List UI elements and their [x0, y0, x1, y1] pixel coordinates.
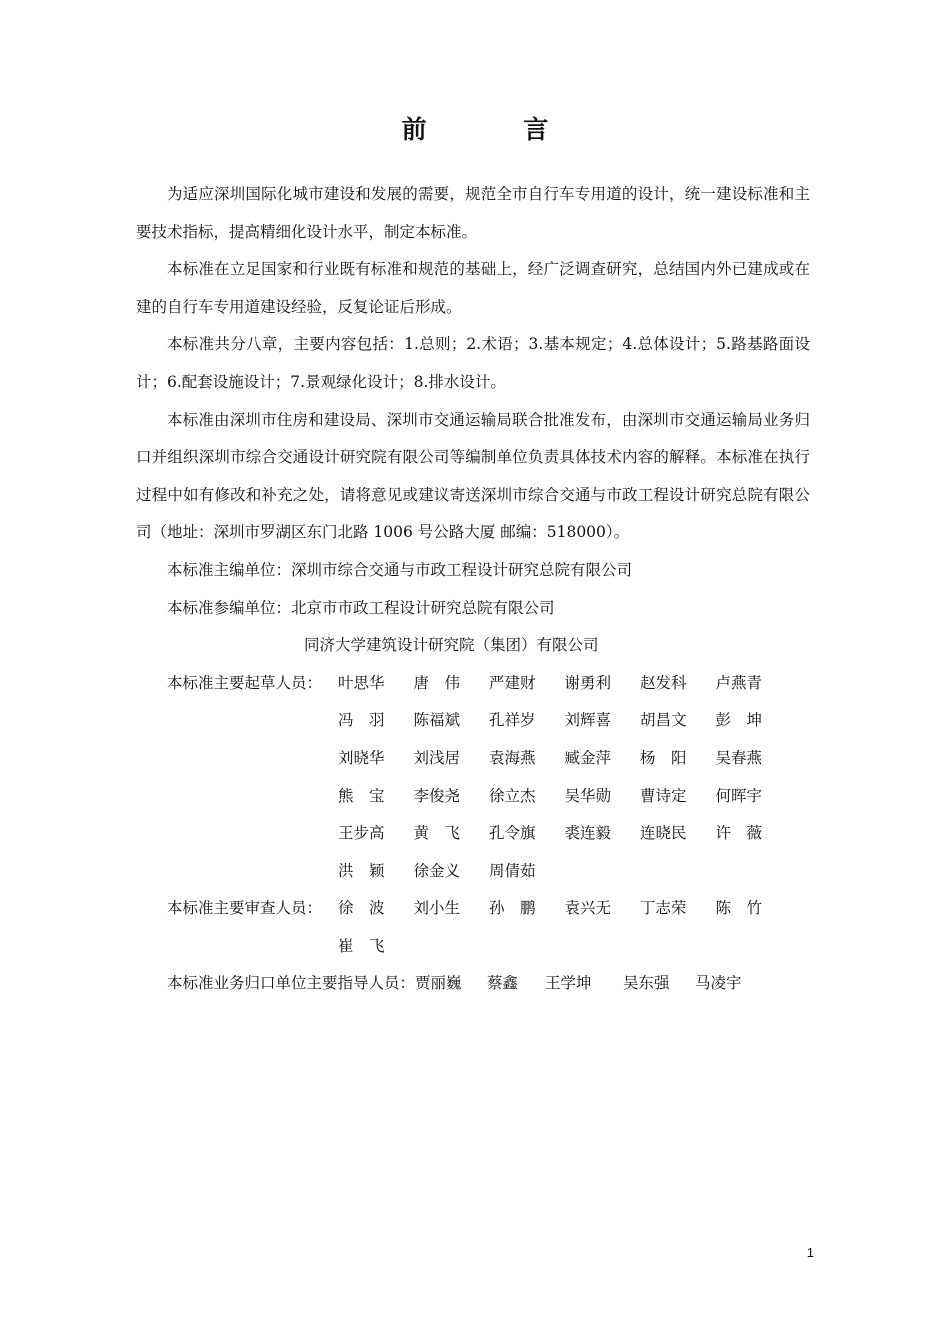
- person-name: 曹诗定: [640, 786, 687, 805]
- paragraph-contents: 本标准共分八章，主要内容包括：1.总则；2.术语；3.基本规定；4.总体设计；5.路基路面设计；6.配套设施设计；7.景观绿化设计；8.排水设计。: [136, 335, 810, 391]
- person-name: 刘小生: [413, 899, 461, 918]
- participant-unit-1: 本标准参编单位：北京市市政工程设计研究总院有限公司: [167, 598, 555, 617]
- reviewers-row: [136, 928, 810, 966]
- person-name: 赵发科: [640, 673, 687, 692]
- person-name: 马凌宇: [695, 974, 742, 993]
- chief-editor-unit: 本标准主编单位：深圳市综合交通与市政工程设计研究总院有限公司: [167, 560, 633, 579]
- reviewers-list: [136, 890, 810, 965]
- person-name: 臧金萍: [564, 748, 612, 767]
- person-name: 徐 波: [338, 899, 385, 918]
- page-number: 1: [806, 1245, 814, 1260]
- person-name: 孙 鹏: [489, 899, 536, 918]
- person-name: 严建财: [489, 673, 536, 692]
- drafters-row: [136, 702, 810, 740]
- person-name: 贾丽巍: [415, 974, 462, 993]
- person-name: 陈 竹: [715, 899, 763, 918]
- person-name: 谢勇利: [564, 673, 612, 692]
- paragraph-purpose: 为适应深圳国际化城市建设和发展的需要，规范全市自行车专用道的设计，统一建设标准和主要技术指标，提高精细化设计水平，制定本标准。: [136, 185, 810, 241]
- drafters-row: [136, 778, 810, 816]
- paragraph-basis: 本标准在立足国家和行业既有标准和规范的基础上，经广泛调查研究，总结国内外已建成或在建的自行车专用道建设经验，反复论证后形成。: [136, 260, 810, 316]
- person-name: 孔祥岁: [489, 711, 536, 730]
- person-name: 蔡鑫: [487, 974, 519, 993]
- person-name: 冯 羽: [338, 711, 385, 730]
- paragraph-authority: 本标准由深圳市住房和建设局、深圳市交通运输局联合批准发布，由深圳市交通运输局业务归口并组织深圳市综合交通设计研究院有限公司等编制单位负责具体技术内容的解释。本标准在执行过程中如有修改和补充之处，请将意见或建议寄送深圳市综合交通与市政工程设计研究总院有限公司（地址：深圳市罗湖区东门北路 1006 号公路大厦 邮编：518000）。: [136, 410, 810, 542]
- person-name: 熊 宝: [338, 786, 385, 805]
- person-name: 彭 坤: [715, 711, 763, 730]
- person-name: 吴春燕: [715, 748, 763, 767]
- person-name: 刘晓华: [338, 748, 385, 767]
- person-name: 杨 阳: [640, 748, 687, 767]
- person-name: 刘浅居: [413, 748, 461, 767]
- drafters-list: [136, 665, 810, 891]
- person-name: 袁兴无: [564, 899, 612, 918]
- person-name: 孔令旗: [489, 824, 536, 843]
- person-name: 许 薇: [715, 824, 763, 843]
- person-name: 徐立杰: [489, 786, 536, 805]
- person-name: 裘连毅: [564, 824, 612, 843]
- reviewers-row: [136, 890, 810, 928]
- person-name: 卢燕青: [715, 673, 763, 692]
- drafters-row: [136, 853, 810, 891]
- person-name: 王步高: [338, 824, 385, 843]
- person-name: 何晖宇: [715, 786, 763, 805]
- person-name: 王学坤: [545, 974, 592, 993]
- person-name: 李俊尧: [413, 786, 461, 805]
- drafters-row: [136, 815, 810, 853]
- guidance-label: 本标准业务归口单位主要指导人员：: [167, 974, 416, 993]
- guidance-row: [136, 965, 810, 1003]
- person-name: 丁志荣: [640, 899, 687, 918]
- person-name: 刘辉喜: [564, 711, 612, 730]
- person-name: 袁海燕: [489, 748, 536, 767]
- person-name: 黄 飞: [413, 824, 461, 843]
- person-name: 唐 伟: [413, 673, 461, 692]
- person-name: 叶思华: [338, 673, 385, 692]
- person-name: 徐金义: [413, 861, 461, 880]
- person-name: 吴华勋: [564, 786, 612, 805]
- document-body: [136, 176, 810, 1003]
- participant-unit-2: 同济大学建筑设计研究院（集团）有限公司: [304, 636, 599, 655]
- person-name: 陈福斌: [413, 711, 461, 730]
- person-name: 胡昌文: [640, 711, 687, 730]
- person-name: 洪 颖: [338, 861, 385, 880]
- person-name: 吴东强: [623, 974, 670, 993]
- person-name: 连晓民: [640, 824, 687, 843]
- person-name: 周倩茹: [489, 861, 536, 880]
- person-name: 崔 飞: [338, 936, 385, 955]
- drafters-row: [136, 740, 810, 778]
- drafters-label: 本标准主要起草人员：: [167, 673, 323, 692]
- drafters-row: [136, 665, 810, 703]
- reviewers-label: 本标准主要审查人员：: [167, 899, 323, 918]
- page-title: 前 言: [401, 115, 593, 144]
